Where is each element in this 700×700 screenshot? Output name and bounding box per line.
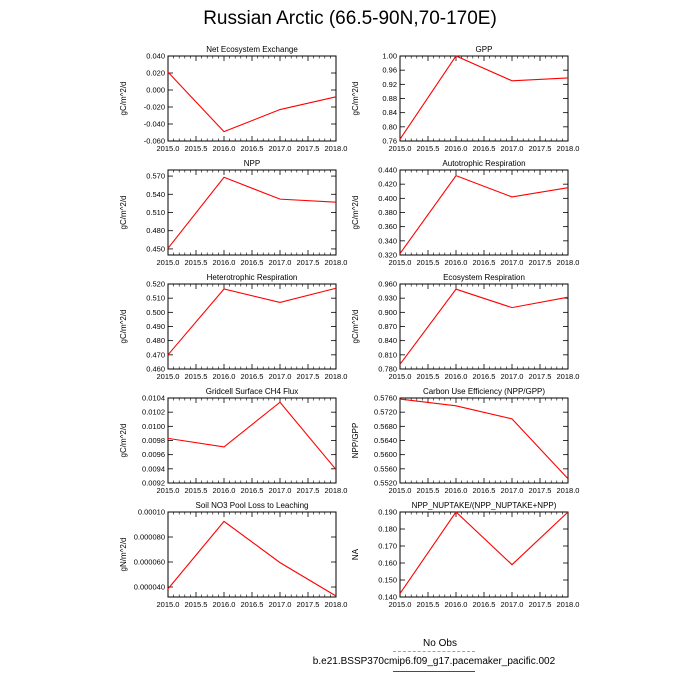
series-line <box>400 56 568 139</box>
y-tick-label: 0.0104 <box>142 393 165 403</box>
panel-4 <box>351 159 579 267</box>
x-tick-label: 2016.0 <box>444 258 468 267</box>
y-tick-label: 0.810 <box>378 350 397 360</box>
x-tick-label: 2016.0 <box>212 144 236 153</box>
y-tick-label: 0.960 <box>378 279 397 289</box>
y-tick-label: 0.870 <box>378 322 397 331</box>
series-line <box>168 177 336 248</box>
x-tick-label: 2018.0 <box>556 486 580 495</box>
x-tick-label: 2017.5 <box>528 486 552 495</box>
x-tick-label: 2015.0 <box>156 258 180 267</box>
x-tick-label: 2015.5 <box>416 486 440 495</box>
y-tick-label: 0.460 <box>146 364 165 374</box>
y-tick-label: 0.160 <box>378 558 397 568</box>
x-tick-label: 2017.5 <box>296 372 320 381</box>
y-tick-label: 0.180 <box>378 524 397 534</box>
y-tick-label: 0.900 <box>378 307 397 317</box>
x-tick-label: 2016.5 <box>240 258 264 267</box>
x-tick-label: 2015.5 <box>416 372 440 381</box>
y-tick-label: 0.00010 <box>137 507 165 517</box>
y-tick-label: 0.5520 <box>374 478 397 488</box>
x-tick-label: 2017.5 <box>296 144 320 153</box>
y-tick-label: 0.490 <box>146 322 165 331</box>
x-tick-label: 2015.0 <box>156 372 180 381</box>
y-tick-label: 0.5680 <box>374 421 397 431</box>
legend-obs-line <box>393 651 475 652</box>
y-axis-label: gC/m^2/d <box>119 309 128 344</box>
y-tick-label: 0.80 <box>382 122 397 132</box>
panel-9 <box>119 501 347 609</box>
x-tick-label: 2015.5 <box>184 372 208 381</box>
y-tick-label: 0.5600 <box>374 450 397 460</box>
series-line <box>168 72 336 131</box>
y-tick-label: 0.88 <box>382 94 397 103</box>
x-tick-label: 2015.5 <box>184 486 208 495</box>
legend-obs-label: No Obs <box>423 638 457 649</box>
x-tick-label: 2018.0 <box>556 372 580 381</box>
y-axis-label: gC/m^2/d <box>351 81 360 116</box>
series-line <box>168 521 336 596</box>
y-tick-label: 0.540 <box>146 189 165 199</box>
y-tick-label: 0.0098 <box>142 436 165 445</box>
y-tick-label: 0.440 <box>378 165 397 175</box>
plot-frame <box>168 398 336 483</box>
x-tick-label: 2015.5 <box>416 258 440 267</box>
y-tick-label: 0.5640 <box>374 436 397 445</box>
x-tick-label: 2016.0 <box>444 372 468 381</box>
panel-6 <box>351 273 579 381</box>
x-tick-label: 2018.0 <box>324 258 348 267</box>
y-tick-label: 0.92 <box>382 79 397 89</box>
panel-8 <box>351 387 579 495</box>
panel-5 <box>119 273 347 381</box>
y-tick-label: 1.00 <box>382 51 397 61</box>
x-tick-label: 2017.0 <box>268 372 292 381</box>
series-line <box>400 289 568 364</box>
y-tick-label: 0.0092 <box>142 478 165 488</box>
x-tick-label: 2016.5 <box>240 486 264 495</box>
series-line <box>168 288 336 355</box>
x-tick-label: 2017.5 <box>528 144 552 153</box>
series-line <box>400 176 568 254</box>
y-tick-label: 0.5560 <box>374 464 397 474</box>
x-tick-label: 2016.0 <box>212 258 236 267</box>
plot-frame <box>400 398 568 483</box>
y-tick-label: -0.060 <box>143 136 165 146</box>
x-tick-label: 2015.0 <box>388 372 412 381</box>
panel-title: Net Ecosystem Exchange <box>206 45 298 54</box>
x-tick-label: 2016.5 <box>472 372 496 381</box>
plot-frame <box>400 170 568 255</box>
x-tick-label: 2015.0 <box>156 600 180 609</box>
x-tick-label: 2018.0 <box>556 258 580 267</box>
y-tick-label: 0.360 <box>378 222 397 232</box>
x-tick-label: 2015.0 <box>388 144 412 153</box>
y-tick-label: 0.320 <box>378 250 397 260</box>
y-tick-label: 0.780 <box>378 364 397 374</box>
panel-10 <box>351 501 579 609</box>
y-tick-label: 0.840 <box>378 336 397 346</box>
y-tick-label: 0.000060 <box>133 557 165 567</box>
y-tick-label: 0.150 <box>378 575 397 585</box>
y-tick-label: 0.5720 <box>374 407 397 417</box>
y-tick-label: 0.140 <box>378 592 397 602</box>
x-tick-label: 2018.0 <box>324 144 348 153</box>
plot-frame <box>400 512 568 597</box>
x-tick-label: 2016.0 <box>212 600 236 609</box>
y-axis-label: NPP/GPP <box>351 422 360 459</box>
x-tick-label: 2016.0 <box>212 372 236 381</box>
y-tick-label: 0.510 <box>146 293 165 303</box>
plot-frame <box>168 512 336 597</box>
x-tick-label: 2016.5 <box>472 486 496 495</box>
x-tick-label: 2016.5 <box>240 144 264 153</box>
series-line <box>400 399 568 479</box>
y-tick-label: 0.500 <box>146 307 165 317</box>
y-tick-label: 0.190 <box>378 507 397 517</box>
y-tick-label: 0.000080 <box>133 532 165 542</box>
x-tick-label: 2015.5 <box>416 144 440 153</box>
y-tick-label: 0.520 <box>146 279 165 289</box>
y-tick-label: 0.5760 <box>374 393 397 403</box>
x-tick-label: 2017.0 <box>268 486 292 495</box>
y-axis-label: gC/m^2/d <box>119 195 128 230</box>
y-axis-label: gC/m^2/d <box>351 195 360 230</box>
page-title: Russian Arctic (66.5-90N,70-170E) <box>203 8 497 29</box>
x-tick-label: 2016.5 <box>240 600 264 609</box>
x-tick-label: 2016.0 <box>444 600 468 609</box>
x-tick-label: 2017.0 <box>268 144 292 153</box>
panel-title: Carbon Use Efficiency (NPP/GPP) <box>422 387 546 396</box>
x-tick-label: 2015.0 <box>388 486 412 495</box>
y-tick-label: 0.020 <box>146 68 165 78</box>
y-tick-label: 0.0100 <box>142 421 165 431</box>
y-tick-label: 0.0102 <box>142 407 165 417</box>
y-tick-label: 0.170 <box>378 541 397 551</box>
panel-title: Soil NO3 Pool Loss to Leaching <box>195 501 309 510</box>
plot-frame <box>400 284 568 369</box>
x-tick-label: 2017.5 <box>528 372 552 381</box>
x-tick-label: 2017.0 <box>268 600 292 609</box>
y-tick-label: 0.420 <box>378 179 397 189</box>
x-tick-label: 2017.0 <box>268 258 292 267</box>
panel-3 <box>119 159 347 267</box>
y-tick-label: 0.480 <box>146 226 165 236</box>
y-tick-label: -0.020 <box>143 102 165 112</box>
x-tick-label: 2017.5 <box>296 258 320 267</box>
y-axis-label: NA <box>351 548 360 561</box>
panel-title: NPP_NUPTAKE/(NPP_NUPTAKE+NPP) <box>411 501 557 510</box>
panel-title: Ecosystem Respiration <box>443 273 525 282</box>
series-line <box>168 402 336 469</box>
x-tick-label: 2017.0 <box>500 486 524 495</box>
plot-frame <box>168 284 336 369</box>
y-tick-label: 0.0094 <box>142 464 165 474</box>
x-tick-label: 2017.0 <box>500 258 524 267</box>
y-axis-label: gC/m^2/d <box>119 81 128 116</box>
x-tick-label: 2017.0 <box>500 144 524 153</box>
x-tick-label: 2015.0 <box>388 258 412 267</box>
x-tick-label: 2015.5 <box>184 258 208 267</box>
panel-title: GPP <box>475 45 493 54</box>
y-tick-label: 0.510 <box>146 208 165 217</box>
legend-model-label: b.e21.BSSP370cmip6.f09_g17.pacemaker_pacific.002 <box>312 656 556 667</box>
x-tick-label: 2017.5 <box>296 600 320 609</box>
x-tick-label: 2016.5 <box>472 600 496 609</box>
x-tick-label: 2016.0 <box>212 486 236 495</box>
y-tick-label: 0.340 <box>378 236 397 246</box>
panel-title: NPP <box>243 159 261 168</box>
panel-1 <box>119 45 347 153</box>
panel-title: Heterotrophic Respiration <box>206 273 298 282</box>
y-tick-label: 0.84 <box>382 108 397 118</box>
x-tick-label: 2017.0 <box>500 372 524 381</box>
x-tick-label: 2017.5 <box>296 486 320 495</box>
y-tick-label: 0.450 <box>146 244 165 254</box>
x-tick-label: 2017.0 <box>500 600 524 609</box>
legend-model-line <box>393 671 475 672</box>
y-axis-label: gC/m^2/d <box>119 423 128 458</box>
y-tick-label: 0.480 <box>146 336 165 346</box>
x-tick-label: 2016.5 <box>472 144 496 153</box>
x-tick-label: 2016.0 <box>444 486 468 495</box>
x-tick-label: 2017.5 <box>528 600 552 609</box>
y-axis-label: gC/m^2/d <box>351 309 360 344</box>
y-axis-label: gN/m^2/d <box>119 537 128 572</box>
y-tick-label: 0.000040 <box>133 582 165 592</box>
y-tick-label: 0.000 <box>146 85 165 95</box>
y-tick-label: 0.0096 <box>142 450 165 460</box>
x-tick-label: 2018.0 <box>324 600 348 609</box>
x-tick-label: 2016.5 <box>472 258 496 267</box>
panel-2 <box>351 45 579 153</box>
x-tick-label: 2015.0 <box>156 144 180 153</box>
y-tick-label: 0.040 <box>146 51 165 61</box>
x-tick-label: 2015.5 <box>416 600 440 609</box>
plot-frame <box>168 170 336 255</box>
x-tick-label: 2018.0 <box>556 144 580 153</box>
series-line <box>400 512 568 594</box>
panel-title: Autotrophic Respiration <box>442 159 526 168</box>
y-tick-label: 0.570 <box>146 171 165 181</box>
x-tick-label: 2017.5 <box>528 258 552 267</box>
y-tick-label: 0.96 <box>382 65 397 75</box>
y-tick-label: 0.380 <box>378 208 397 217</box>
y-tick-label: 0.470 <box>146 350 165 360</box>
y-tick-label: 0.930 <box>378 293 397 303</box>
x-tick-label: 2018.0 <box>556 600 580 609</box>
panel-7 <box>119 387 347 495</box>
y-tick-label: 0.76 <box>382 136 397 146</box>
x-tick-label: 2018.0 <box>324 486 348 495</box>
x-tick-label: 2015.5 <box>184 600 208 609</box>
x-tick-label: 2015.5 <box>184 144 208 153</box>
x-tick-label: 2018.0 <box>324 372 348 381</box>
x-tick-label: 2016.0 <box>444 144 468 153</box>
x-tick-label: 2015.0 <box>156 486 180 495</box>
x-tick-label: 2015.0 <box>388 600 412 609</box>
panel-title: Gridcell Surface CH4 Flux <box>205 387 299 396</box>
x-tick-label: 2016.5 <box>240 372 264 381</box>
y-tick-label: -0.040 <box>143 119 165 129</box>
y-tick-label: 0.400 <box>378 193 397 203</box>
